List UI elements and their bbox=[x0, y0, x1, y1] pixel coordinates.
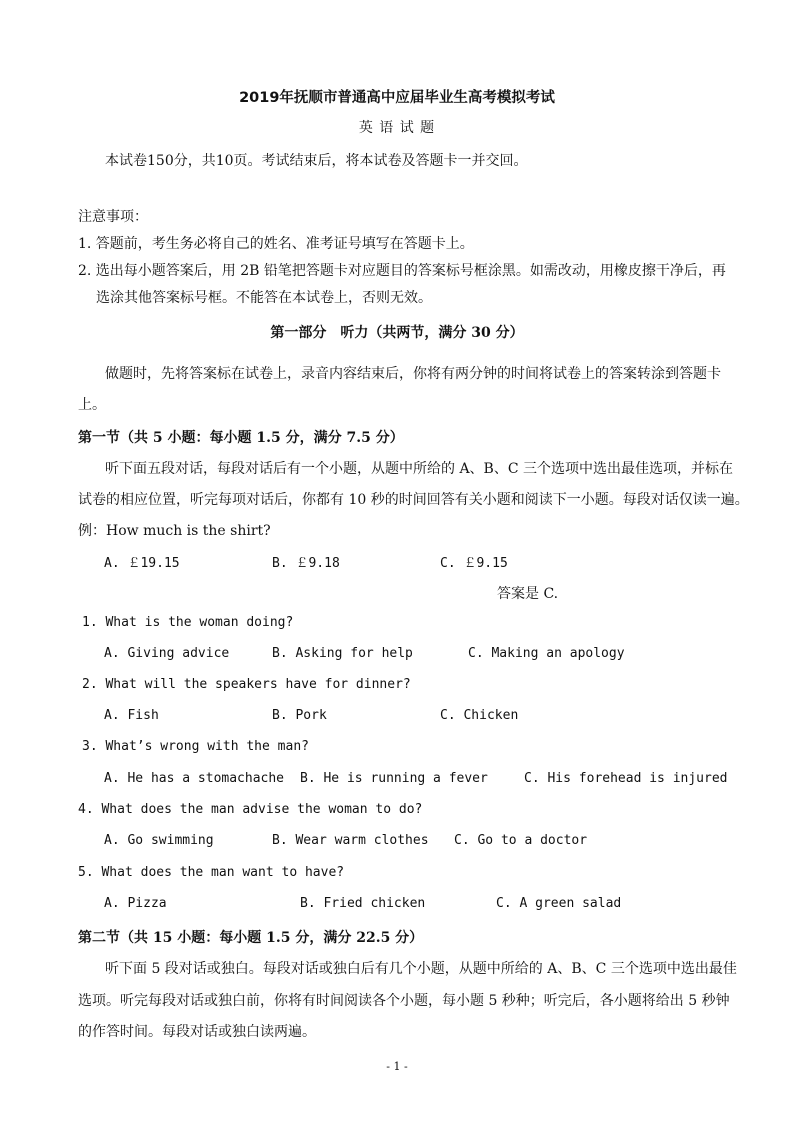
q1-option-a: A. Giving advice bbox=[104, 646, 230, 661]
question-2: 2. What will the speakers have for dinner? bbox=[82, 677, 411, 692]
section2-instr-line2: 选项。听完每段对话或独白前，你将有时间阅读各个小题，每小题 5 秒种；听完后，各小题将给出 5 秒钟 bbox=[78, 993, 730, 1009]
section1-heading: 第一节（共 5 小题：每小题 1.5 分，满分 7.5 分） bbox=[78, 430, 404, 446]
notice-item-2-line1: 2. 选出每小题答案后，用 2B 铅笔把答题卡对应题目的答案标号框涂黑。如需改动，用橡皮擦干净后，再 bbox=[78, 263, 726, 279]
example-question: 例：How much is the shirt? bbox=[78, 523, 271, 539]
section1-instr-line2: 试卷的相应位置，听完每项对话后，你都有 10 秒的时间回答有关小题和阅读下一小题。每段对话仅读一遍。 bbox=[78, 492, 749, 508]
notice-heading: 注意事项： bbox=[78, 209, 148, 225]
question-1: 1. What is the woman doing? bbox=[82, 615, 294, 630]
q3-option-a: A. He has a stomachache bbox=[104, 771, 285, 786]
q5-option-b: B. Fried chicken bbox=[300, 896, 426, 911]
q4-option-a: A. Go swimming bbox=[104, 833, 214, 848]
example-option-b: B. ￡9.18 bbox=[272, 556, 340, 571]
question-3: 3. What’s wrong with the man? bbox=[82, 739, 309, 754]
section2-instr-line3: 的作答时间。每段对话或独白读两遍。 bbox=[78, 1024, 316, 1040]
section2-instr-line1: 听下面 5 段对话或独白。每段对话或独白后有几个小题，从题中所给的 A、B、C 三个选项中选出最佳 bbox=[105, 961, 737, 977]
intro-text: 本试卷150分，共10页。考试结束后，将本试卷及答题卡一并交回。 bbox=[105, 153, 528, 169]
example-option-c: C. ￡9.15 bbox=[440, 556, 508, 571]
q2-option-c: C. Chicken bbox=[440, 708, 519, 723]
q4-option-c: C. Go to a doctor bbox=[454, 833, 588, 848]
q2-option-b: B. Pork bbox=[272, 708, 327, 723]
exam-title: 2019年抚顺市普通高中应届毕业生高考模拟考试 bbox=[239, 90, 555, 106]
q5-option-c: C. A green salad bbox=[496, 896, 622, 911]
part1-instr-line1: 做题时，先将答案标在试卷上，录音内容结束后，你将有两分钟的时间将试卷上的答案转涂到答题卡 bbox=[105, 366, 721, 382]
question-5: 5. What does the man want to have? bbox=[78, 865, 345, 880]
q3-option-c: C. His forehead is injured bbox=[524, 771, 728, 786]
q4-option-b: B. Wear warm clothes bbox=[272, 833, 429, 848]
page-number: - 1 - bbox=[386, 1060, 408, 1073]
q1-option-c: C. Making an apology bbox=[468, 646, 625, 661]
question-4: 4. What does the man advise the woman to do? bbox=[78, 802, 423, 817]
notice-item-1: 1. 答题前，考生务必将自己的姓名、准考证号填写在答题卡上。 bbox=[78, 236, 474, 252]
q5-option-a: A. Pizza bbox=[104, 896, 167, 911]
part1-heading: 第一部分 听力（共两节，满分 30 分） bbox=[270, 325, 524, 341]
q1-option-b: B. Asking for help bbox=[272, 646, 413, 661]
q3-option-b: B. He is running a fever bbox=[300, 771, 488, 786]
section1-instr-line1: 听下面五段对话，每段对话后有一个小题，从题中所给的 A、B、C 三个选项中选出最佳选项，并标在 bbox=[105, 461, 734, 477]
notice-item-2-line2: 选涂其他答案标号框。不能答在本试卷上，否则无效。 bbox=[96, 290, 432, 306]
part1-instr-line2: 上。 bbox=[78, 397, 106, 413]
q2-option-a: A. Fish bbox=[104, 708, 159, 723]
example-answer: 答案是 C. bbox=[497, 586, 559, 602]
section2-heading: 第二节（共 15 小题：每小题 1.5 分，满分 22.5 分） bbox=[78, 930, 424, 946]
example-option-a: A. ￡19.15 bbox=[104, 556, 180, 571]
subject-title: 英 语 试 题 bbox=[358, 120, 436, 136]
